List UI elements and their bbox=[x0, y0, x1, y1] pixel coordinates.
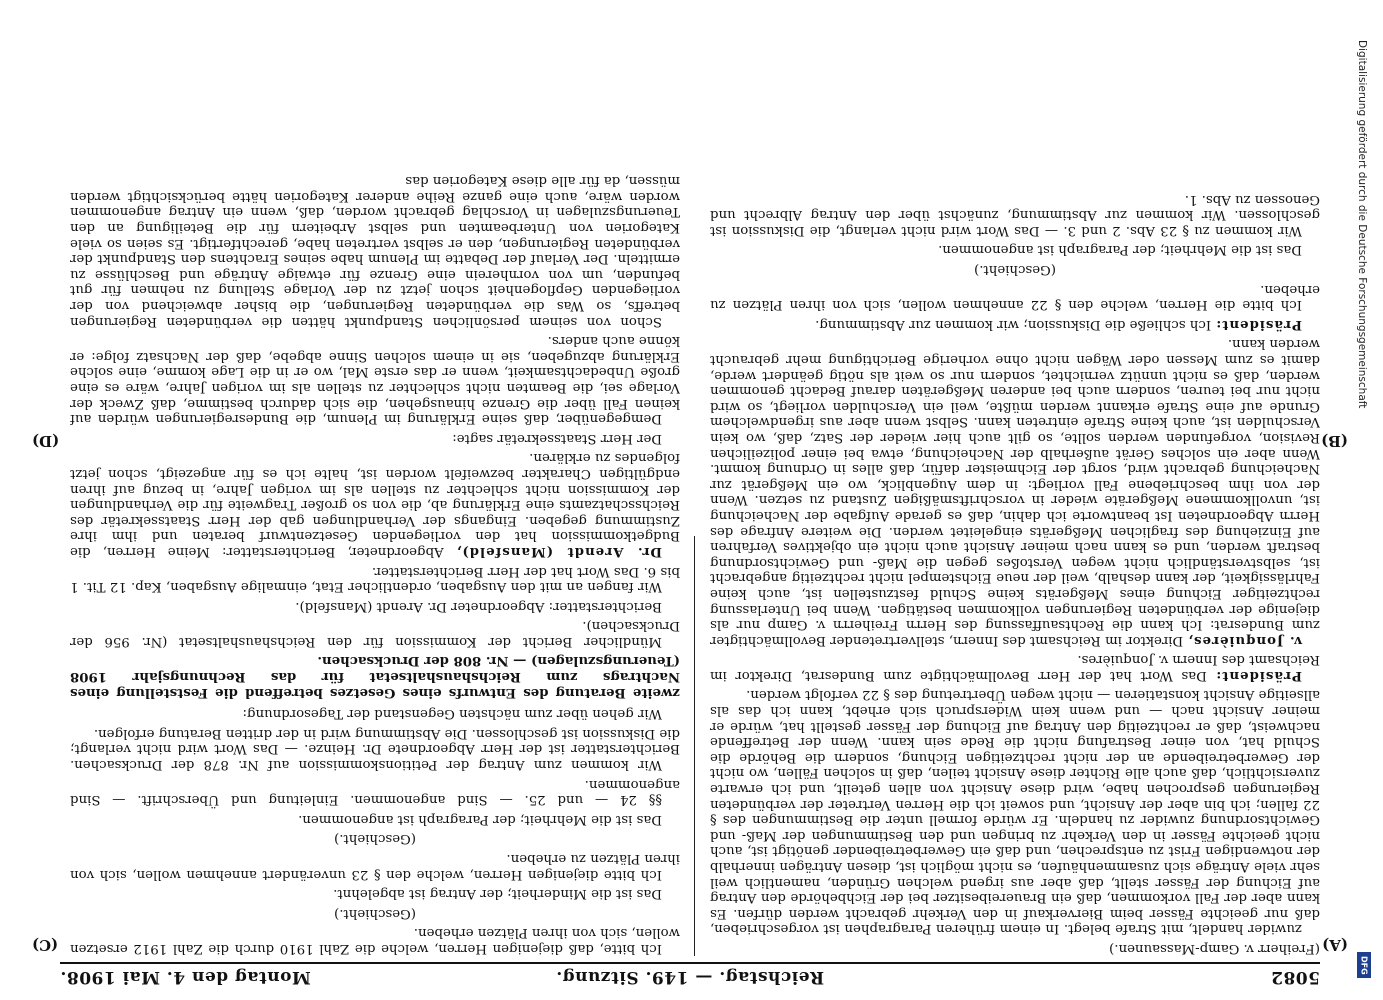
speaker-name: Präsident: bbox=[1215, 667, 1302, 683]
right-paragraph bbox=[70, 886, 680, 902]
digitization-credit bbox=[1356, 40, 1374, 980]
right-paragraph bbox=[70, 430, 680, 446]
paragraph-text: Schon von seinem persönlichen Standpunkt hätten die verbündeten Regierungen betreffs, so Was die verbündeten Regierungen, die bisher abweichend von der vorliegenden Gepflogenheit schon jetzt zu der Vorlage Stellung zu nehmen für gut befunden, um von vornherein eine Grenze für etwaige Anträge und Beschlüsse zu ermitteln. Der Verlauf der Debatte im Plenum habe seines Erachtens den Standpunkt der verbündeten Regierungen, den er selbst vertreten habe, gerechtfertigt. Es seien so viele Kategorien von Unterbeamten und selbst Arbeitern für die Beteiligung an den Teuerungszulagen in Vorschlag gebracht worden, daß, wenn ein Antrag angenommen worden wäre, auch eine ganze Reihe anderer Kategorien hätte berücksichtigt werden müssen, da für alle diese Kategorien das bbox=[70, 173, 680, 329]
paragraph-text: (Freiherr v. Gamp-Massaunen.) bbox=[1109, 941, 1320, 956]
paragraph-text: Wir kommen zu § 23 Abs. 2 und 3. — Das Wort wird nicht verlangt, die Diskussion ist geschlossen. Wir kommen zur Abstimmung, zunächst über den Antrag Albrecht und Genossen zu Abs. 1. bbox=[710, 191, 1320, 238]
page-date: Montag den 4. Mai 1908. bbox=[60, 967, 311, 987]
paragraph-text: Berichterstatter: Abgeordneter Dr. Arendt (Mansfeld). bbox=[295, 598, 662, 614]
paragraph-text: Abgeordneter, Berichterstatter: Meine Herren, die Budgetkommission hat den vorliegenden Gesetzentwurf beraten und ihm ihre Zustimmung gegeben. Eingangs der Verhandlungen gab der Herr Staatssekretär des Reichsschatzamts eine Erklärung ab, die von so großer Tragweite für die Verhandlungen der Kommission nicht schlechter zu stellen als im vorigen Jahre, in bezug auf ihren endgültigen Charakter bezweifelt worden ist, halte ich es für angezeigt, schon jetzt folgendes zu erklären. bbox=[70, 450, 680, 559]
left-column bbox=[710, 30, 1320, 956]
paragraph-text: Ich bitte die Herren, welche den § 22 annehmen wollen, sich von ihren Plätzen zu erheben. bbox=[710, 281, 1320, 313]
right-column bbox=[70, 30, 680, 956]
paragraph-text: Das ist die Mehrheit; der Paragraph ist angenommen. bbox=[298, 811, 662, 827]
left-paragraph bbox=[710, 191, 1320, 238]
paragraph-text: §§ 24 — und 25. — Sind angenommen. Einleitung und Überschrift. — Sind angenommen. bbox=[70, 776, 680, 808]
left-paragraph bbox=[710, 336, 1320, 648]
credit-text: Digitalisierung gefördert durch die Deutsche Forschungsgemeinschaft bbox=[1356, 40, 1368, 409]
paragraph-text: (Geschieht.) bbox=[974, 262, 1056, 278]
paragraph-text: Das ist die Minderheit; der Antrag ist abgelehnt. bbox=[333, 886, 662, 902]
paragraph-text: Wir fangen an mit den Ausgaben, ordentlicher Etat, einmalige Ausgaben, Kap. 12 Tit. 1 bis 6. Das Wort hat der Herr Berichterstatter. bbox=[70, 563, 680, 595]
page-title: Reichstag. — 149. Sitzung. bbox=[555, 967, 825, 987]
left-paragraph bbox=[710, 652, 1320, 683]
paragraph-text: Ich bitte, daß diejenigen Herren, welche die Zahl 1910 durch die Zahl 1912 ersetzen wollen, sich von ihren Plätzen erheben. bbox=[70, 925, 680, 956]
paragraph-text: Mündlicher Bericht der Kommission für den Reichshaushaltsetat (Nr. 956 der Drucksachen). bbox=[70, 618, 680, 649]
right-paragraph bbox=[70, 831, 680, 847]
page-header bbox=[60, 962, 1320, 990]
document-page bbox=[32, 30, 1348, 990]
right-paragraph bbox=[70, 905, 680, 921]
left-paragraph bbox=[710, 261, 1320, 277]
right-paragraph bbox=[70, 653, 680, 700]
margin-mark-a: (A) bbox=[1322, 936, 1348, 954]
paragraph-text: zuwider handelt, mit Strafe belegt. In einem früheren Paragraphen ist vorgeschrieben, daß nur geeichte Fässer beim Bierverkauf in den Verkehr gebracht werden dürfen. Es kann aber der Fall vorkommen, daß ein Brauereibesitzer bei der Eichbehörde den Antrag auf Eichung der Fässer stellt, daß aber aus irgend welchen Gründen, namentlich weil sehr viele Anträge sich zusammenhäufen, es nicht möglich ist, diesen Anträgen innerhalb der notwendigen Frist zu entsprechen, und daß ein Gewerbetreibender genötigt ist, auch nicht geeichte Fässer in den Verkehr zu bringen und den Bestimmungen der Maß- und Gewichtsordnung zuwider zu handeln. Er würde formell unter die Bestimmungen des § 22 fallen; ich bin aber der Ansicht, und soweit ich die Herren Vertreter der verbündeten Regierungen gesprochen habe, wird diese Ansicht von allen geteilt, und ich erwarte zuversichtlich, daß auch alle Richter diese Ansicht teilen, daß in solchen Fällen, wo nicht der Gewerbetreibende an der nicht rechtzeitigen Eichung, sondern die Behörde die Schuld hat, von einer Bestrafung nicht die Rede sein kann. Wenn der Betreffende nachweist, daß er rechtzeitig den Antrag auf Eichung der Fässer gestellt hat, würde er meiner Ansicht nach — und wenn kein Widerspruch sich erhebt, kann ich das als allseitige Ansicht konstatieren — nicht wegen Übertretung des § 22 verfolgt werden. bbox=[710, 687, 1320, 937]
column-divider bbox=[694, 536, 695, 956]
paragraph-text: Direktor im Reichsamt des Innern, stellvertretender Bevollmächtigter zum Bundesrat: Ich kann die Rechtsauffassung des Herrn Freiherrn v. Gamp nur als diejenige der verbündeten Regierungen vollkommen bestätigen. Wenn bei Unterlassung rechtzeitiger Eichung eines Meßgeräts keine Schuld festzustellen ist, auch keine Fahrlässigkeit, der kann deshalb, weil der neue Eichstempel nicht rechtzeitig angebracht ist, selbstverständlich nicht wegen Verstoßes gegen die Maß- und Gewichtsordnung bestraft werden, und es kann nach meiner Ansicht auch nicht ein objektives Verfahren auf Einziehung des fraglichen Meßgeräts eingeleitet werden. Die weitere Anfrage des Herrn Abgeordneten Ist beantworte ich dahin, daß es gerade Aufgabe der Nacheichung ist, unvollkommene Meßgeräte wieder in vorschriftsmäßigen Zustand zu setzen. Wenn der von ihm beschriebene Fall vorliegt: in dem Augenblick, wo ein Meßgerät zur Nacheichung gebracht wird, sorgt der Eichmeister dafür, daß alles in Ordnung kommt. Wenn aber ein solches Gerät außerhalb der Nacheichung, etwa bei einer polizeilichen Revision, vorgefunden werden sollte, so gilt auch hier wieder der Satz, daß, wo kein Verschulden ist, auch keine Strafe eintreten kann. Selbst wenn aber aus irgendwelchem Grunde auf eine Strafe erkannt werden müßte, weil ein Verschulden vorliegt, so wird nicht nur bei teuren, sondern auch bei anderen Meßgeräten darauf Bedacht genommen werden, daß es nicht unnütz vernichtet, sondern nur so weit als nötig geändert werde, damit es zum Messen oder Wägen nicht ohne vorherige Berichtigung mehr gebraucht werden kann. bbox=[710, 336, 1320, 648]
right-paragraph bbox=[70, 725, 680, 772]
right-paragraph bbox=[70, 776, 680, 807]
paragraph-text: Das Wort hat der Herr Bevollmächtigte zum Bundesrat, Direktor im Reichsamt des Innern v. Jonquières. bbox=[710, 652, 1320, 683]
right-paragraph bbox=[70, 850, 680, 881]
right-paragraph bbox=[70, 173, 680, 329]
right-paragraph bbox=[70, 925, 680, 956]
margin-mark-c: (C) bbox=[32, 936, 59, 954]
margin-mark-b: (B) bbox=[1321, 432, 1348, 450]
right-paragraph bbox=[70, 706, 680, 722]
right-paragraph bbox=[70, 618, 680, 649]
scanned-page bbox=[32, 30, 1348, 990]
paragraph-text: Wir kommen zum Antrag der Petitionskommission auf Nr. 878 der Drucksachen. Berichterstatter ist der Herr Abgeordnete Dr. Heinze. — Das Wort wird nicht verlangt; die Diskussion ist geschlossen. Die Abstimmung wird in der dritten Beratung erfolgen. bbox=[70, 725, 680, 773]
paragraph-text: zweite Beratung des Entwurfs eines Gesetzes betreffend die Feststellung eines Nachtrags zum Reichshaushaltsetat für das Rechnungsjahr 1908 (Teuerungszulagen) — Nr. 808 der Drucksachen. bbox=[70, 653, 680, 700]
left-paragraph bbox=[710, 242, 1320, 258]
right-paragraph bbox=[70, 563, 680, 594]
paragraph-text: Wir gehen über zum nächsten Gegenstand der Tagesordnung: bbox=[242, 706, 662, 722]
right-paragraph bbox=[70, 598, 680, 614]
paragraph-text: Das ist die Mehrheit; der Paragraph ist angenommen. bbox=[938, 242, 1302, 258]
left-paragraph bbox=[710, 940, 1320, 956]
paragraph-text: Ich schließe die Diskussion; wir kommen zur Abstimmung. bbox=[815, 316, 1212, 332]
paragraph-text: Ich bitte diejenigen Herren, welche den § 23 unverändert annehmen wollen, sich von ihren Plätzen zu erheben. bbox=[70, 851, 680, 882]
paragraph-text: Der Herr Staatssekretär sagte: bbox=[452, 430, 662, 446]
right-paragraph bbox=[70, 811, 680, 827]
speaker-name: Dr. Arendt (Mansfeld), bbox=[455, 543, 662, 559]
left-paragraph bbox=[710, 281, 1320, 312]
dfg-logo: DFG bbox=[1357, 952, 1371, 978]
right-paragraph bbox=[70, 333, 680, 427]
paragraph-text: Demgegenüber, daß seine Erklärung im Plenum, die Bundesregierungen würden auf keinen Fall über die Grenze hinausgehen, die sich dadurch bestimme, daß Zweck der Vorlage sei, die Beamten nicht schlechter zu stellen als im vorigen Jahre, wäre es eine große Unbedachtsamkeit, wenn er das erste Mal, wo er in die Lage komme, eine solche Erklärung abzugeben, sie in einem solchen Sinne abgebe, daß der Nachsatz folge: er könne auch anders. bbox=[70, 333, 680, 427]
left-paragraph bbox=[710, 687, 1320, 937]
paragraph-text: (Geschieht.) bbox=[334, 905, 416, 921]
speaker-name: Präsident: bbox=[1215, 316, 1302, 332]
speaker-name: v. Jonquières, bbox=[1187, 632, 1302, 648]
left-paragraph bbox=[710, 316, 1320, 332]
right-paragraph bbox=[70, 450, 680, 559]
paragraph-text: (Geschieht.) bbox=[334, 831, 416, 847]
page-number: 5082 bbox=[1270, 967, 1320, 987]
margin-mark-d: (D) bbox=[32, 432, 60, 450]
